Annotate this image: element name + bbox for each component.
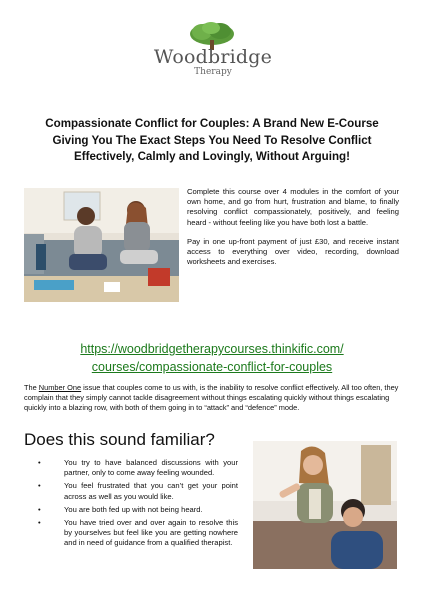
page-title: Compassionate Conflict for Couples: A Brand New E-Course Giving You The Exact Steps You Need To Resolve Conflict Effectively, Calmly and Lovingly, Without Arguing! <box>45 117 379 163</box>
list-item-text: You feel frustrated that you can’t get your point across as well as you would like. <box>64 481 238 501</box>
body-paragraph <box>24 383 400 414</box>
body-paragraph-prefix: The <box>24 383 39 392</box>
arguing-couple-photo <box>253 441 397 569</box>
bullet-icon: • <box>38 518 41 528</box>
bullet-icon: • <box>38 481 41 491</box>
couple-photo <box>24 188 179 302</box>
list-item-text: You have tried over and over again to resolve this by yourselves but feel like you are getting nowhere and in need of guidance from a qualified therapist. <box>64 518 238 548</box>
logo-wordmark: Woodbridge <box>153 46 273 68</box>
intro-paragraph-1: Complete this course over 4 modules in the comfort of your own home, and go from hurt, frustration and blame, to finally resolving conflict compassionately, positively, and feeling heard - without feeling like you have both lost a battle. <box>187 187 399 227</box>
bullet-icon: • <box>38 504 41 514</box>
list-item <box>24 481 238 501</box>
course-link[interactable] <box>35 340 389 376</box>
course-link-line-2[interactable]: courses/compassionate-conflict-for-couples <box>91 360 333 374</box>
intro-text <box>187 187 399 276</box>
section-heading: Does this sound familiar? <box>24 430 215 449</box>
course-link-line-1[interactable]: https://woodbridgetherapycourses.thinkific.com/ <box>80 342 344 356</box>
list-item-text: You are both fed up with not being heard. <box>64 504 203 514</box>
list-item <box>24 458 238 478</box>
intro-paragraph-2: Pay in one up-front payment of just £30, and receive instant access to everything over video, recording, download worksheets and exercises. <box>187 236 399 267</box>
list-item <box>24 505 238 515</box>
body-paragraph-rest: issue that couples come to us with, is the inability to resolve conflict effectively. All too often, they complain that they simply cannot tackle disagreement without things escalating quickly without things escalating quickly into a blazing row, with both of them going in to “attack” and “defence” mode. <box>24 383 399 413</box>
logo <box>148 22 278 80</box>
bullet-list <box>24 458 238 552</box>
list-item-text: You try to have balanced discussions with your partner, only to come away feeling wounded. <box>64 458 238 478</box>
bullet-icon: • <box>38 458 41 467</box>
logo-subtitle: Therapy <box>194 67 232 77</box>
list-item <box>24 518 238 549</box>
emphasis-text: Number One <box>38 383 82 392</box>
